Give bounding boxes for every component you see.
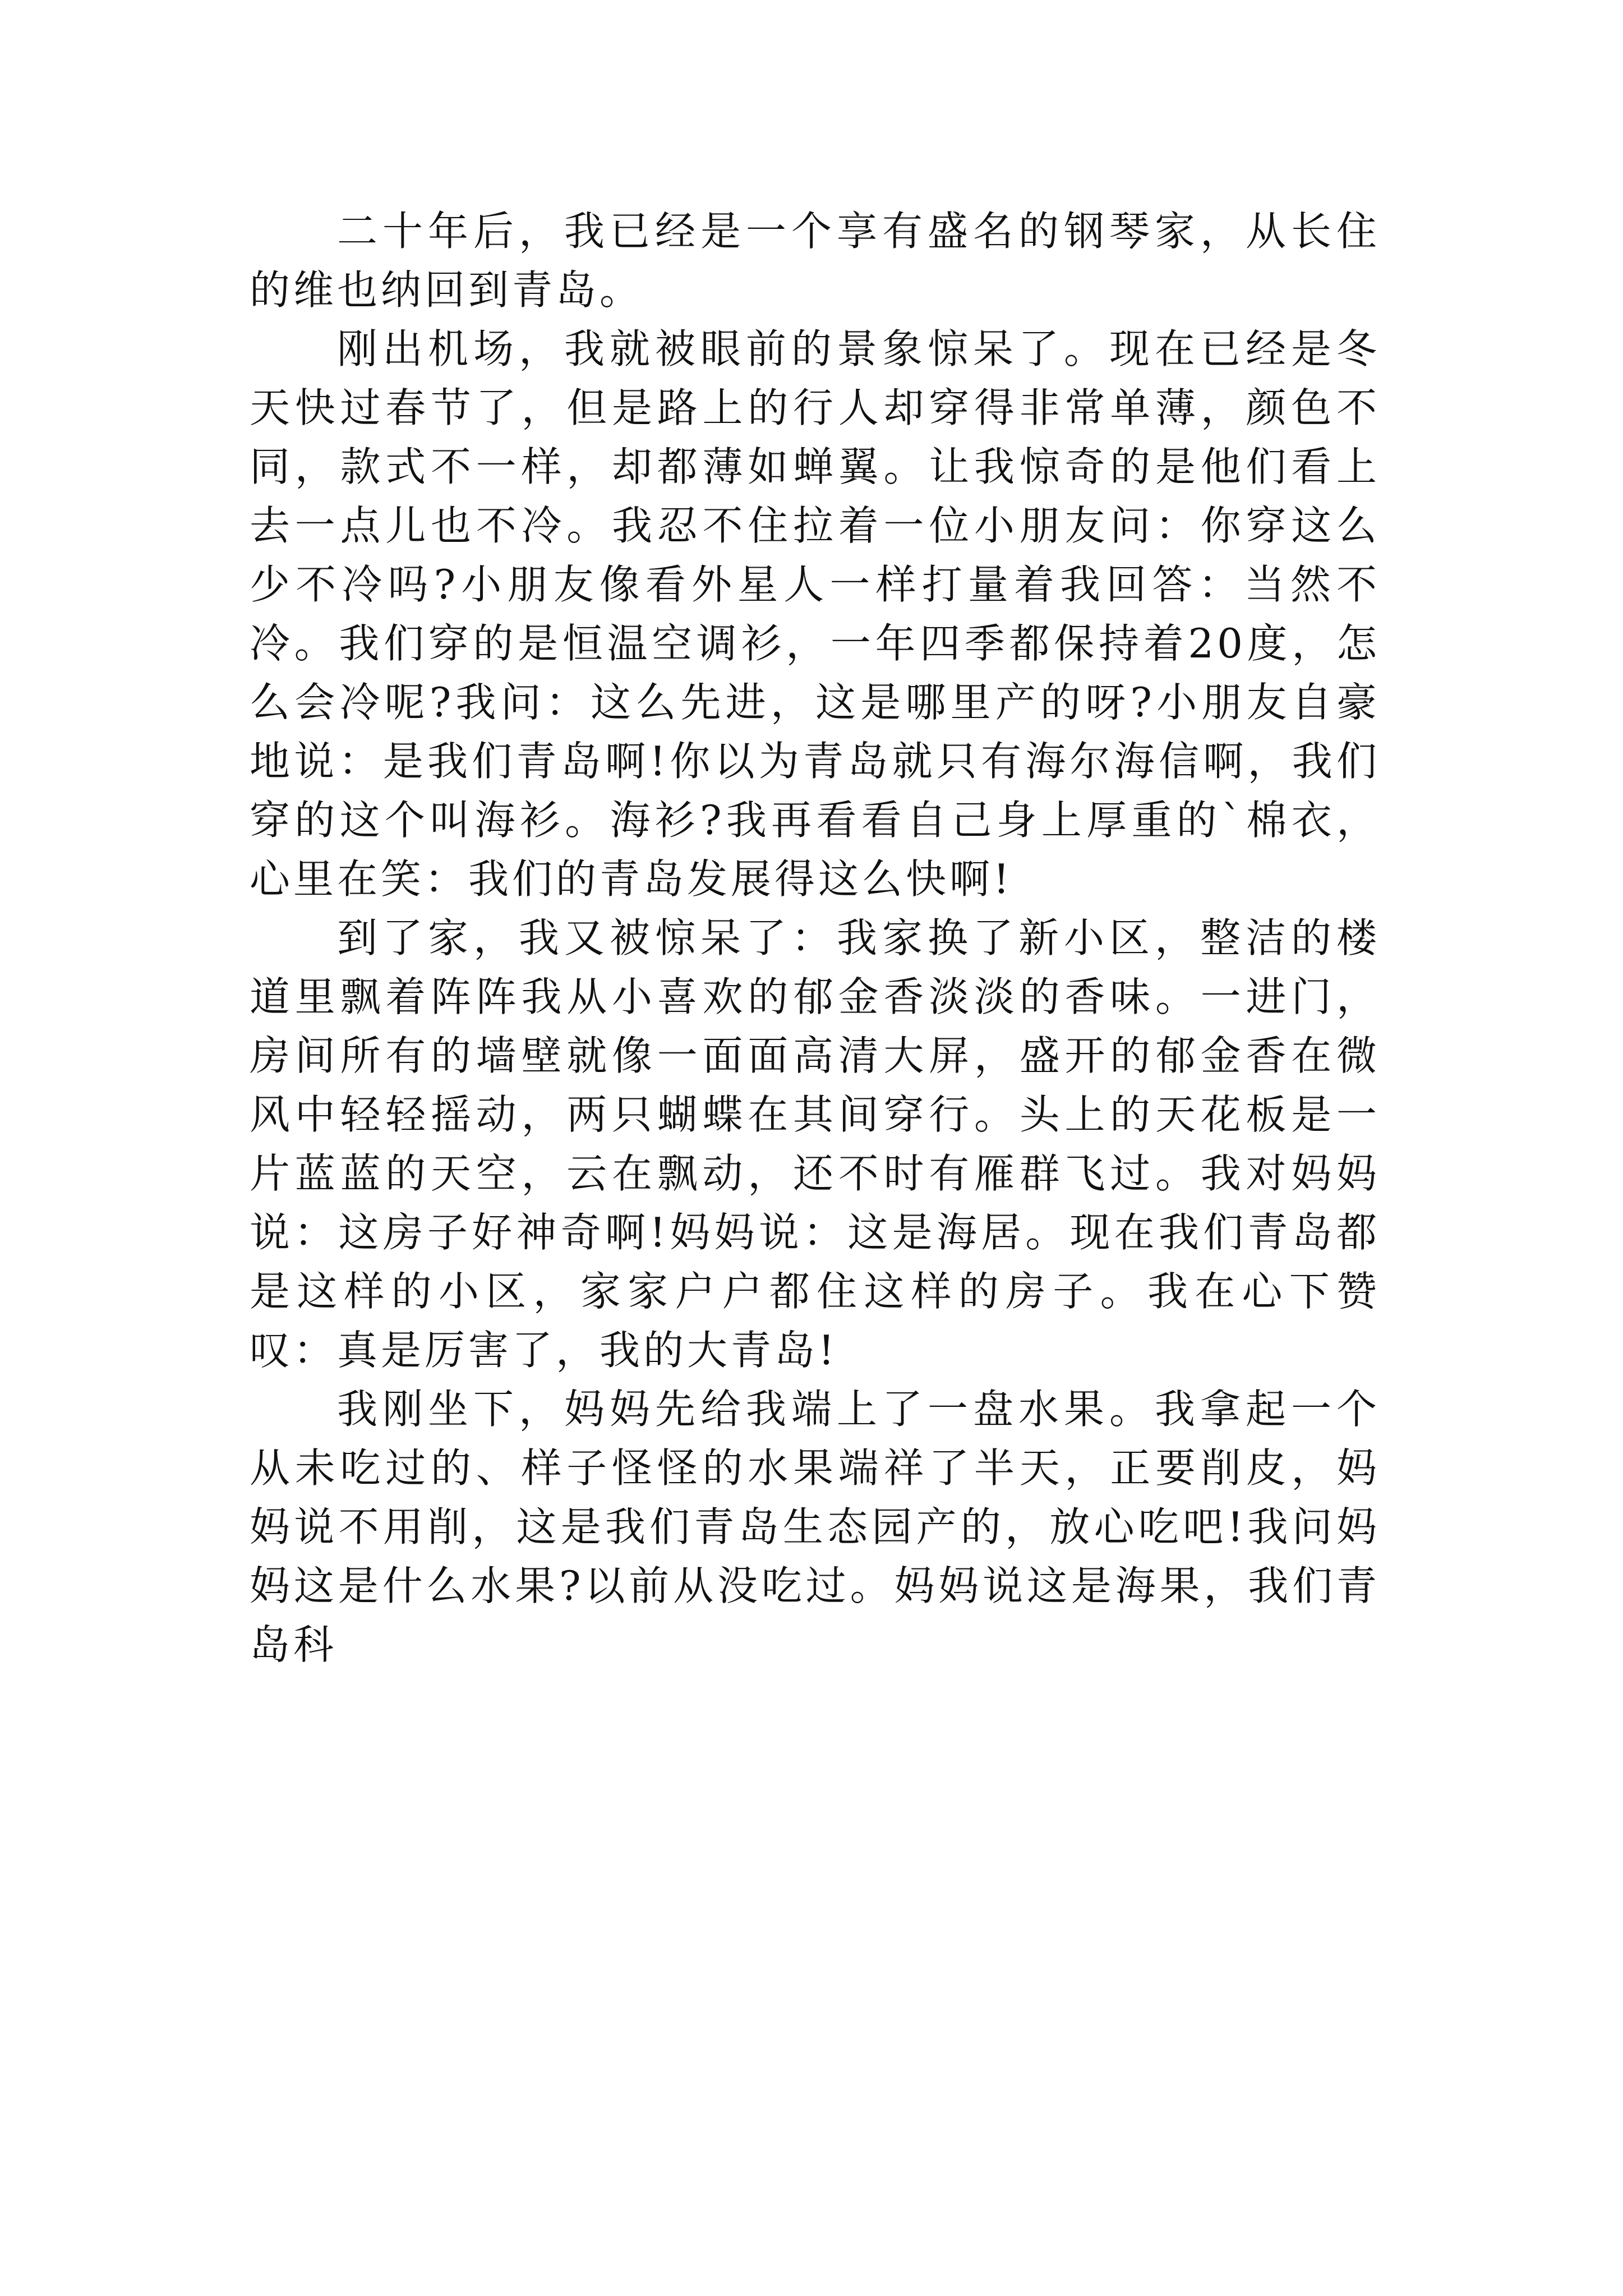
body-text [250,202,1380,1674]
paragraph-2: 刚出机场，我就被眼前的景象惊呆了。现在已经是冬天快过春节了，但是路上的行人却穿得非常单薄，颜色不同，款式不一样，却都薄如蝉翼。让我惊奇的是他们看上去一点儿也不冷。我忍不住拉着一位小朋友问：你穿这么少不冷吗?小朋友像看外星人一样打量着我回答：当然不冷。我们穿的是恒温空调衫，一年四季都保持着20度，怎么会冷呢?我问：这么先进，这是哪里产的呀?小朋友自豪地说：是我们青岛啊!你以为青岛就只有海尔海信啊，我们穿的这个叫海衫。海衫?我再看看自己身上厚重的`棉衣，心里在笑：我们的青岛发展得这么快啊! [250,325,1380,903]
paragraph-3: 到了家，我又被惊呆了：我家换了新小区，整洁的楼道里飘着阵阵我从小喜欢的郁金香淡淡的香味。一进门，房间所有的墙壁就像一面面高清大屏，盛开的郁金香在微风中轻轻摇动，两只蝴蝶在其间穿行。头上的天花板是一片蓝蓝的天空，云在飘动，还不时有雁群飞过。我对妈妈说：这房子好神奇啊!妈妈说：这是海居。现在我们青岛都是这样的小区，家家户户都住这样的房子。我在心下赞叹：真是厉害了，我的大青岛! [250,914,1380,1374]
paragraph-4: 我刚坐下，妈妈先给我端上了一盘水果。我拿起一个从未吃过的、样子怪怪的水果端祥了半天，正要削皮，妈妈说不用削，这是我们青岛生态园产的，放心吃吧!我问妈妈这是什么水果?以前从没吃过。妈妈说这是海果，我们青岛科 [250,1386,1380,1668]
paragraph-1: 二十年后，我已经是一个享有盛名的钢琴家，从长住的维也纳回到青岛。 [250,208,1380,314]
